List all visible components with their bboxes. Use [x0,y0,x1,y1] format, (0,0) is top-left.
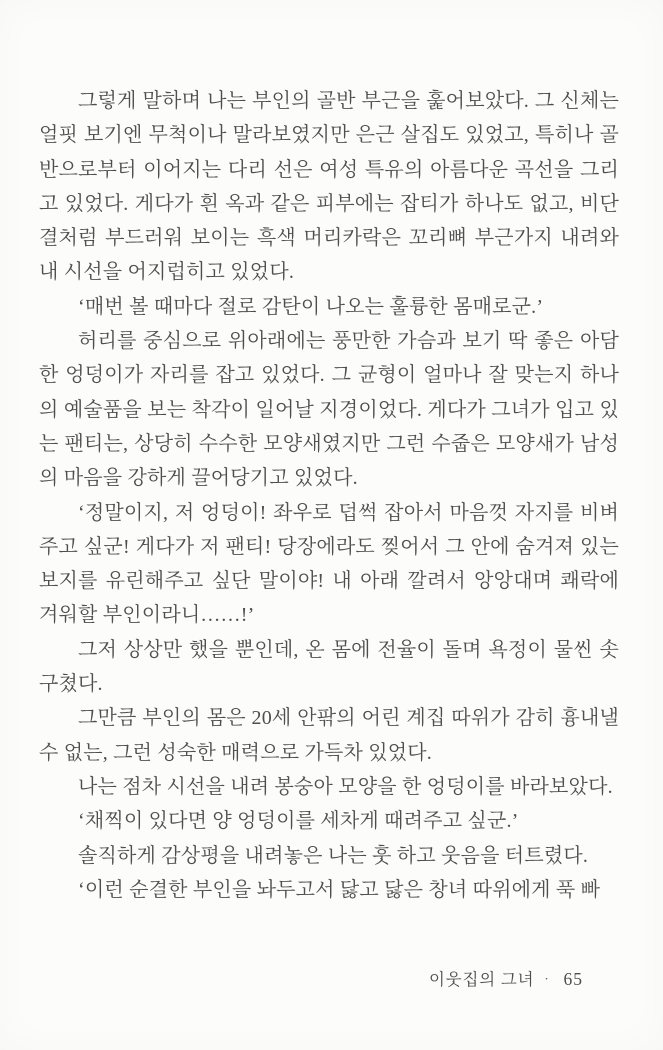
paragraph: 그렇게 말하며 나는 부인의 골반 부근을 훑어보았다. 그 신체는 얼핏 보기엔 무척이나 말라보였지만 은근 살집도 있었고, 특히나 골반으로부터 이어지는 다리 선은 여성 특유의 아름다운 곡선을 그리고 있었다. 게다가 흰 옥과 같은 피부에는 잡티가 하나도 없고, 비단결처럼 부드러워 보이는 흑색 머리카락은 꼬리뼈 부근가지 내려와 내 시선을 어지럽히고 있었다. [39,90,619,284]
running-title: 이웃집의 그녀 [429,970,535,989]
paragraph: 나는 점차 시선을 내려 봉숭아 모양을 한 엉덩이를 바라보았다. [78,775,613,798]
page-number: 65 [563,969,583,989]
paragraph: ‘이런 순결한 부인을 놔두고서 닳고 닳은 창녀 따위에게 푹 빠 [78,878,601,901]
paragraph: 솔직하게 감상평을 내려놓은 나는 훗 하고 웃음을 터트렸다. [78,844,589,867]
paragraph: ‘매번 볼 때마다 절로 감탄이 나오는 훌륭한 몸매로군.’ [78,295,544,318]
paragraph: 그만큼 부인의 몸은 20세 안팎의 어린 계집 따위가 감히 흉내낼 수 없는, 그런 성숙한 매력으로 가득차 있었다. [39,707,619,764]
paragraph: ‘채찍이 있다면 양 엉덩이를 세차게 때려주고 싶군.’ [78,810,519,833]
paragraph: 그저 상상만 했을 뿐인데, 온 몸에 전율이 돌며 욕정이 물씬 솟구쳤다. [39,638,619,696]
footer-separator-dot: · [544,971,550,986]
page-footer [429,966,583,990]
paragraph: 허리를 중심으로 위아래에는 풍만한 가슴과 보기 딱 좋은 아담한 엉덩이가 자리를 잡고 있었다. 그 균형이 얼마나 잘 맞는지 하나의 예술품을 보는 착각이 일어날 지경이었다. 게다가 그녀가 입고 있는 팬티는, 상당히 수수한 모양새였지만 그런 수줍은 모양새가 남성의 마음을 강하게 끌어당기고 있었다. [39,330,619,490]
paragraph: ‘정말이지, 저 엉덩이! 좌우로 덥썩 잡아서 마음껏 자지를 비벼주고 싶군! 게다가 저 팬티! 당장에라도 찢어서 그 안에 숨겨져 있는 보지를 유린해주고 싶단 말이야! 내 아래 깔려서 앙앙대며 쾌락에 겨워할 부인이라니……!’ [39,501,619,627]
page-body-text [39,84,619,907]
